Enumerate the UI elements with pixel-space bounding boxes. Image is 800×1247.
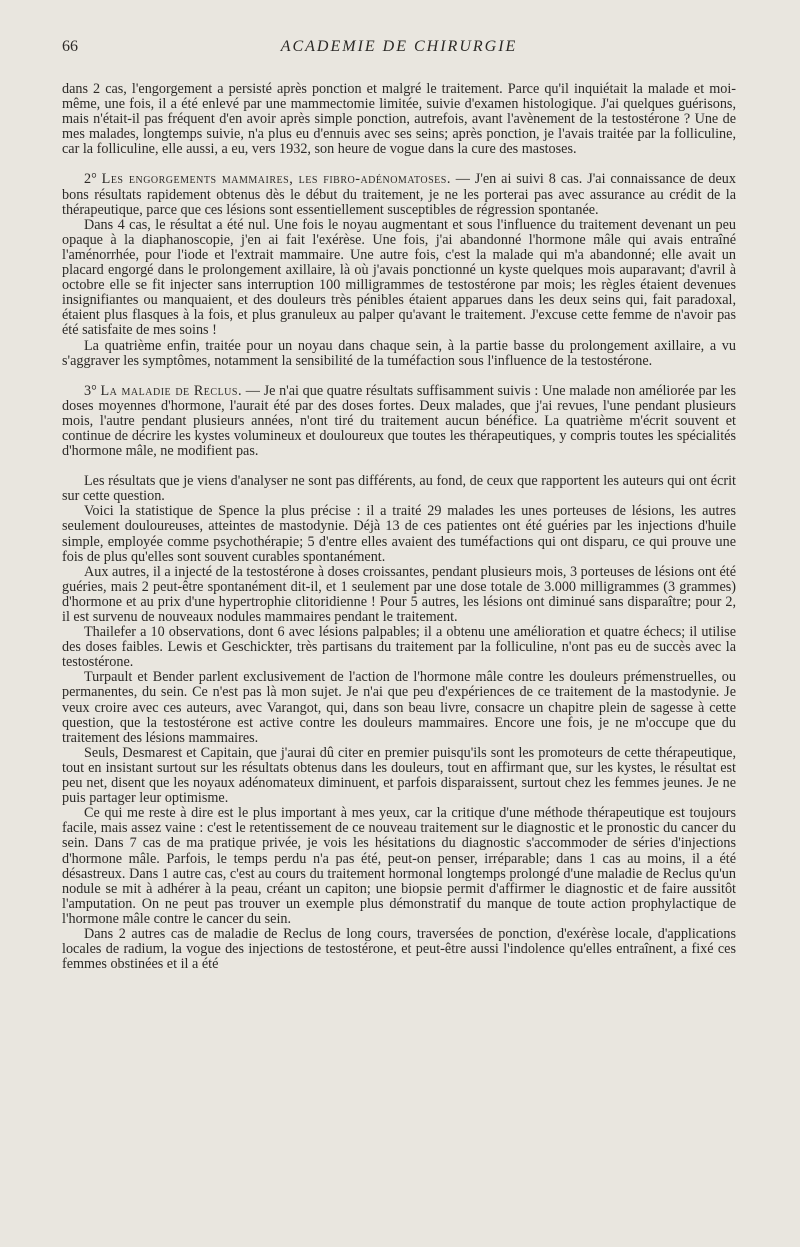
section-lead: — J'en ai suivi 8 cas. bbox=[455, 171, 583, 188]
section-number: 3° bbox=[84, 382, 97, 399]
page-header bbox=[62, 38, 736, 62]
section-paragraph-reclus bbox=[62, 384, 736, 459]
section-paragraph-fibro bbox=[62, 172, 736, 217]
paragraph: dans 2 cas, l'engorgement a persisté après ponction et malgré le traitement. Parce qu'il inquiétait la malade et moi-même, une fois, il a été enlevé par une mammectomie limitée, suivie d'examen histologique. J'ai quelques guérisons, mais n'était-il pas fréquent d'en avoir après simple ponction, autrefois, avant l'avènement de la testostérone ? Une de mes malades, longtemps suivie, n'a plus eu d'ennuis avec ses seins; après ponction, je l'avais traitée par la folliculine, car la folliculine, elle aussi, a eu, vers 1932, son heure de vogue dans la cure des mastoses. bbox=[62, 81, 736, 158]
paragraph: Seuls, Desmarest et Capitain, que j'aurai dû citer en premier puisqu'ils sont les promoteurs de cette thérapeutique, tout en insistant surtout sur les résultats obtenus dans les douleurs, tout en affirmant que, sur les kystes, le résultat est peu net, disent que les noyaux adénomateux diminuent, et parfois disparaissent, surtout chez les femmes jeunes. Je ne puis partager leur optimisme. bbox=[62, 744, 736, 807]
paragraph: Turpault et Bender parlent exclusivement de l'action de l'hormone mâle contre les douleurs prémenstruelles, ou permanentes, du sein. Ce n'est pas là mon sujet. Je n'ai que peu d'expériences de ce traitement de la mastodynie. Je veux croire avec ces auteurs, avec Varangot, qui, dans son beau livre, consacre un chapitre plein de sagesse à cette question, que la testostérone est active contre les douleurs mammaires. Encore une fois, je ne m'occupe que du traitement des lésions mammaires. bbox=[62, 669, 736, 746]
paragraph: Dans 2 autres cas de maladie de Reclus de long cours, traversées de ponction, d'exérèse locale, d'applications locales de radium, la vogue des injections de testostérone, et peut-être aussi l'indolence qu'elles entraînent, a fixé ces femmes obstinées et il a été bbox=[62, 925, 736, 973]
section-number: 2° bbox=[84, 171, 97, 188]
paragraph: Je n'ai que quatre résultats suffisamment suivis : Une malade non améliorée par les doses moyennes d'hormone, l'aurait été par des doses fortes. Deux malades, que j'ai revues, l'une pendant plusieurs mois, l'autre pendant plusieurs années, n'ont tiré du traitement aucun bénéfice. La quatrième m'écrit souvent et continue de décrire les kystes volumineux et douloureux que toutes les thérapeutiques, y compris toutes les spécialités d'hormone mâle, ne modifient pas. bbox=[62, 382, 737, 460]
paragraph: Thailefer a 10 observations, dont 6 avec lésions palpables; il a obtenu une amélioration et quatre échecs; il utilise des doses faibles. Lewis et Geschickter, très partisans du traitement par la folliculine, n'ont pas eu de succès avec la testostérone. bbox=[62, 624, 736, 671]
page-number: 66 bbox=[62, 38, 78, 55]
body-text bbox=[62, 82, 736, 972]
section-heading: La maladie de Reclus. bbox=[100, 382, 243, 399]
section-heading: Les engorgements mammaires, les fibro-adénomatoses. bbox=[101, 171, 451, 188]
section-lead: — bbox=[245, 382, 260, 399]
paragraph: Aux autres, il a injecté de la testostérone à doses croissantes, pendant plusieurs mois, 3 porteuses de lésions ont été guéries, mais 2 peut-être spontanément dit-il, et 1 seulement par une dose totale de 3.000 milligrammes (3 grammes) d'hormone et au prix d'une hypertrophie clitoridienne ! Pour 5 autres, les lésions ont diminué sans disparaître; pour 2, il est survenu de nouveaux nodules mammaires pendant le traitement. bbox=[62, 563, 736, 625]
paragraph: Dans 4 cas, le résultat a été nul. Une fois le noyau augmentant et sous l'influence du traitement devenant un peu opaque à la diaphanoscopie, j'en ai fait l'exérèse. Une fois, j'ai abandonné l'hormone mâle qui avais entraîné l'aménorrhée, pour l'iode et l'extrait mammaire. Une autre fois, c'est la malade qui m'a abandonné; elle avait un placard engorgé dans le prolongement axillaire, là où j'avais ponctionné un kyste quelques mois auparavant; d'avril à octobre elle se fit injecter sans interruption 100 milligrammes de testostérone par mois; les règles étaient devenues insignifiantes ou manquaient, et des douleurs très pénibles étaient apparues dans les deux seins qui, fait paradoxal, étaient plus flasques à la fois, et plus granuleux au palper qu'avant le traitement. J'excuse cette femme de n'avoir pas été satisfaite de mes soins ! bbox=[62, 216, 736, 339]
paragraph: La quatrième enfin, traitée pour un noyau dans chaque sein, à la partie basse du prolongement axillaire, a vu s'aggraver les symptômes, notamment la sensibilité de la tuméfaction sous l'influence de la testostérone. bbox=[62, 337, 736, 369]
paragraph: Les résultats que je viens d'analyser ne sont pas différents, au fond, de ceux que rapportent les auteurs qui ont écrit sur cette question. bbox=[62, 473, 736, 505]
paragraph: Voici la statistique de Spence la plus précise : il a traité 29 malades les unes porteuses de lésions, les autres seulement douloureuses, atteintes de mastodynie. Déjà 13 de ces patientes ont été guéries par les injections d'huile simple, employée comme psychothérapie; 5 d'entre elles avaient des tuméfactions qui ont disparu, ce qui prouve une fois de plus qu'elles sont souvent curables spontanément. bbox=[62, 503, 736, 565]
paragraph: Ce qui me reste à dire est le plus important à mes yeux, car la critique d'une méthode thérapeutique est toujours facile, mais assez vaine : c'est le retentissement de ce nouveau traitement sur le diagnostic et le pronostic du cancer du sein. Dans 7 cas de ma pratique privée, je vois les hésitations du diagnostic s'accommoder de séries d'injections d'hormone mâle. Parfois, le temps perdu n'a pas été, peut-on penser, irréparable; dans 1 cas au moins, il a été désastreux. Dans 1 autre cas, c'est au cours du traitement hormonal longtemps prolongé d'une maladie de Reclus qu'un nodule se mit à adhérer à la peau, créant un capiton; une biopsie permit d'affirmer le diagnostic et de faire aussitôt l'amputation. On ne peut pas trouver un exemple plus démonstratif du manque de toute action prophylactique de l'hormone mâle contre le cancer du sein. bbox=[62, 805, 736, 927]
running-title: ACADEMIE DE CHIRURGIE bbox=[280, 38, 518, 55]
paragraph: J'ai connaissance de deux bons résultats rapidement obtenus dès le début du traitement, je ne les porterai pas avec assurance au crédit de la thérapeutique, parce que ces lésions sont essentiellement susceptibles de régression spontanée. bbox=[62, 171, 736, 218]
